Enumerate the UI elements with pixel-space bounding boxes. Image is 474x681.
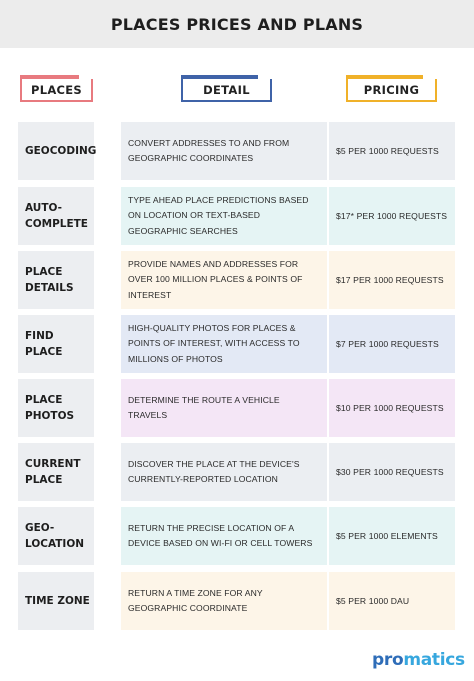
place-pricing: $5 PER 1000 DAU (329, 572, 455, 630)
logo-part-matics: matics (403, 650, 465, 670)
place-pricing: $30 PER 1000 REQUESTS (329, 443, 455, 501)
place-pricing: $17* PER 1000 REQUESTS (329, 187, 455, 245)
place-pricing: $7 PER 1000 REQUESTS (329, 315, 455, 373)
place-detail: DISCOVER THE PLACE AT THE DEVICE'S CURRENTLY-REPORTED LOCATION (121, 443, 327, 501)
header-detail: DETAIL (181, 75, 272, 102)
title-banner (0, 0, 474, 48)
header-places: PLACES (20, 75, 93, 102)
logo-part-pro: pro (372, 650, 404, 670)
table-row (0, 315, 474, 373)
place-name: PLACE DETAILS (18, 251, 94, 309)
table-row (0, 379, 474, 437)
table-row (0, 122, 474, 180)
page-title: PLACES PRICES AND PLANS (110, 14, 364, 34)
place-pricing: $17 PER 1000 REQUESTS (329, 251, 455, 309)
place-detail: DETERMINE THE ROUTE A VEHICLE TRAVELS (121, 379, 327, 437)
place-name: FIND PLACE (18, 315, 94, 373)
header-pricing: PRICING (346, 75, 437, 102)
promatics-logo (372, 650, 465, 670)
place-pricing: $10 PER 1000 REQUESTS (329, 379, 455, 437)
place-name: GEO-LOCATION (18, 507, 94, 565)
table-row (0, 187, 474, 245)
place-detail: RETURN THE PRECISE LOCATION OF A DEVICE BASED ON WI-FI OR CELL TOWERS (121, 507, 327, 565)
place-detail: HIGH-QUALITY PHOTOS FOR PLACES & POINTS OF INTEREST, WITH ACCESS TO MILLIONS OF PHOTOS (121, 315, 327, 373)
table-row (0, 572, 474, 630)
place-detail: RETURN A TIME ZONE FOR ANY GEOGRAPHIC COORDINATE (121, 572, 327, 630)
place-detail: PROVIDE NAMES AND ADDRESSES FOR OVER 100 MILLION PLACES & POINTS OF INTEREST (121, 251, 327, 309)
table-row (0, 443, 474, 501)
place-pricing: $5 PER 1000 ELEMENTS (329, 507, 455, 565)
table-row (0, 507, 474, 565)
place-name: CURRENT PLACE (18, 443, 94, 501)
place-pricing: $5 PER 1000 REQUESTS (329, 122, 455, 180)
place-name: TIME ZONE (18, 572, 94, 630)
place-name: PLACE PHOTOS (18, 379, 94, 437)
place-name: GEOCODING (18, 122, 94, 180)
place-detail: TYPE AHEAD PLACE PREDICTIONS BASED ON LOCATION OR TEXT-BASED GEOGRAPHIC SEARCHES (121, 187, 327, 245)
place-detail: CONVERT ADDRESSES TO AND FROM GEOGRAPHIC COORDINATES (121, 122, 327, 180)
place-name: AUTO-COMPLETE (18, 187, 94, 245)
table-row (0, 251, 474, 309)
